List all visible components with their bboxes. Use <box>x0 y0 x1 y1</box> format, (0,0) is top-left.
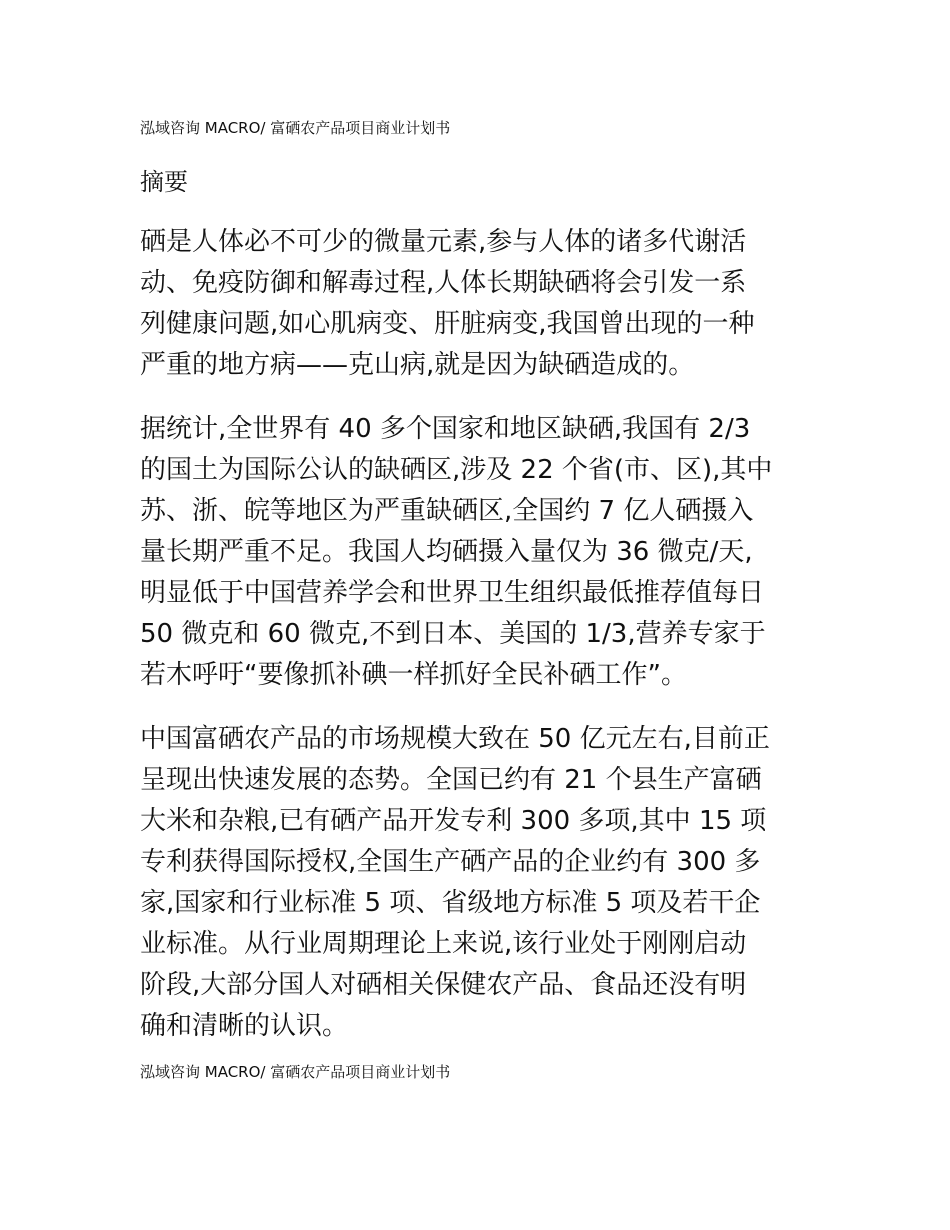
paragraph-line: 确和清晰的认识。 <box>140 1011 349 1041</box>
paragraph-line: 据统计,全世界有 40 多个国家和地区缺硒,我国有 2/3 <box>140 414 751 444</box>
paragraph-line: 严重的地方病——克山病,就是因为缺硒造成的。 <box>140 350 695 380</box>
paragraph-line: 若木呼吁“要像抓补碘一样抓好全民补硒工作”。 <box>140 660 687 690</box>
paragraph-line: 50 微克和 60 微克,不到日本、美国的 1/3,营养专家于 <box>140 619 766 649</box>
paragraph-line: 阶段,大部分国人对硒相关保健农产品、食品还没有明 <box>140 970 747 1000</box>
paragraph-line: 家,国家和行业标准 5 项、省级地方标准 5 项及若干企 <box>140 888 761 918</box>
paragraph-line: 业标准。从行业周期理论上来说,该行业处于刚刚启动 <box>140 929 747 959</box>
paragraph-line: 的国土为国际公认的缺硒区,涉及 22 个省(市、区),其中 <box>140 455 773 485</box>
section-title: 摘要 <box>140 168 188 196</box>
paragraph-selenium-intro <box>140 222 820 386</box>
paragraph-line: 动、免疫防御和解毒过程,人体长期缺硒将会引发一系 <box>140 268 747 298</box>
paragraph-line: 列健康问题,如心肌病变、肝脏病变,我国曾出现的一种 <box>140 309 755 339</box>
paragraph-line: 苏、浙、皖等地区为严重缺硒区,全国约 7 亿人硒摄入 <box>140 496 754 526</box>
paragraph-line: 硒是人体必不可少的微量元素,参与人体的诸多代谢活 <box>140 227 747 257</box>
paragraph-selenium-statistics <box>140 409 820 696</box>
paragraph-line: 大米和杂粮,已有硒产品开发专利 300 多项,其中 15 项 <box>140 806 767 836</box>
running-header: 泓域咨询 MACRO/ 富硒农产品项目商业计划书 <box>140 119 451 137</box>
paragraph-line: 专利获得国际授权,全国生产硒产品的企业约有 300 多 <box>140 847 761 877</box>
paragraph-line: 中国富硒农产品的市场规模大致在 50 亿元左右,目前正 <box>140 724 770 754</box>
paragraph-line: 明显低于中国营养学会和世界卫生组织最低推荐值每日 <box>140 578 765 608</box>
paragraph-line: 量长期严重不足。我国人均硒摄入量仅为 36 微克/天, <box>140 537 753 567</box>
paragraph-line: 呈现出快速发展的态势。全国已约有 21 个县生产富硒 <box>140 765 762 795</box>
paragraph-market-size <box>140 719 820 1047</box>
running-footer: 泓域咨询 MACRO/ 富硒农产品项目商业计划书 <box>140 1063 451 1081</box>
